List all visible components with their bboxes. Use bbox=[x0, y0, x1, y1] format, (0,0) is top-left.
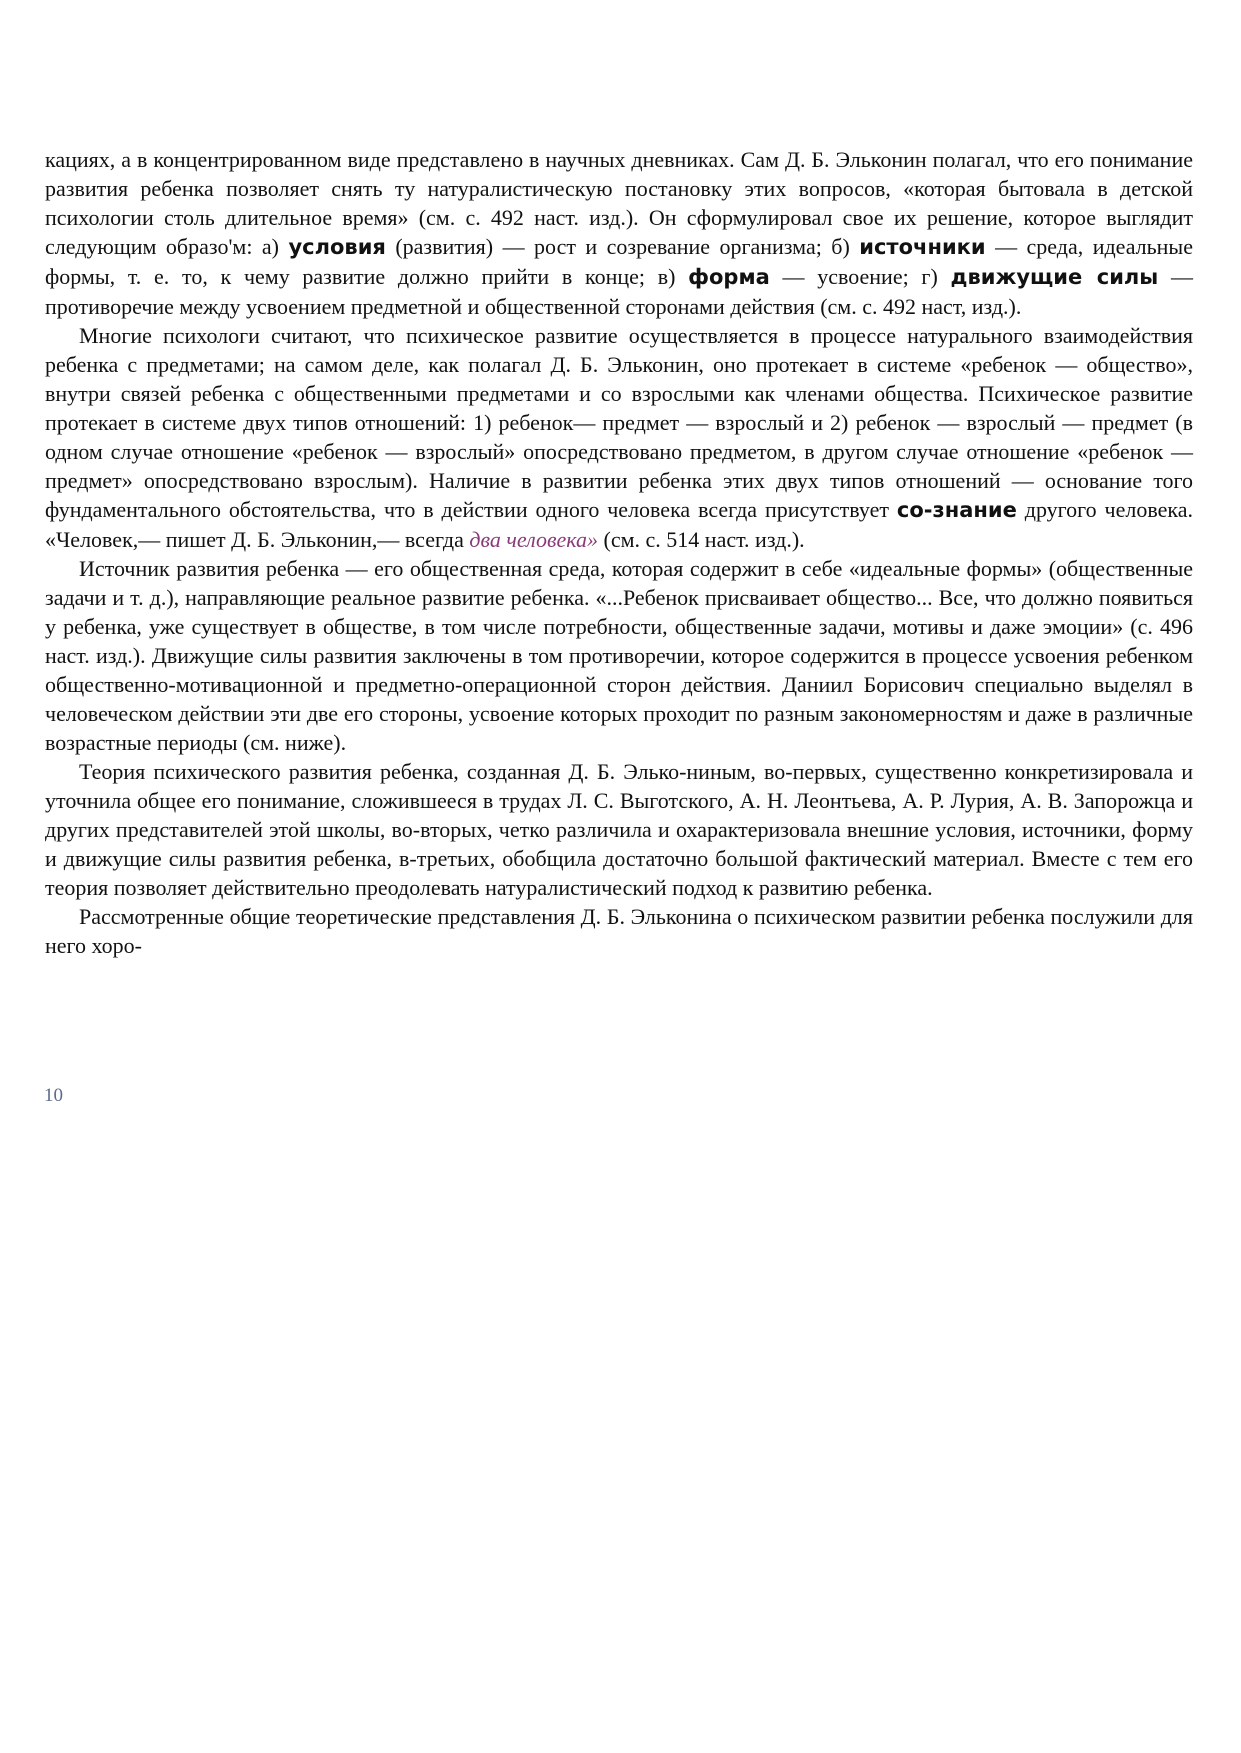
text-run: (развития) — рост и созревание организма; б) bbox=[385, 234, 860, 259]
body-text bbox=[45, 145, 1193, 960]
text-run: — среда, идеальные формы, т. е. то, к чему развитие должно прийти в конце; в) bbox=[45, 234, 1193, 289]
text-run: (см. с. 514 наст. изд.). bbox=[598, 527, 805, 552]
bold-term: источники bbox=[859, 235, 986, 259]
text-run: — усвоение; г) bbox=[769, 264, 951, 289]
paragraph-5 bbox=[45, 902, 1193, 960]
text-run: Теория психического развития ребенка, созданная Д. Б. Элько-ниным, во-первых, существенно конкретизировала и уточнила общее его понимание, сложившееся в трудах Л. С. Выготского, А. Н. Леонтьева, А. Р. Лурия, А. В. Запорожца и других представителей этой школы, во-вторых, четко различила и охарактеризовала внешние условия, источники, форму и движущие силы развития ребенка, в-третьих, обобщила достаточно большой фактический материал. Вместе с тем его теория позволяет действительно преодолевать натуралистический подход к развитию ребенка. bbox=[45, 759, 1193, 900]
italic-emphasis: два человека» bbox=[469, 527, 599, 552]
text-run: кациях, а в концентрированном виде представлено в научных дневниках. Сам Д. Б. Эльконин полагал, что его понимание развития ребенка позволяет снять ту натуралистическую постановку этих вопросов, «которая бытовала в детской психологии столь длительное время» (см. с. 492 наст. изд.). Он сформулировал свое их решение, которое выглядит следующим образо'м: а) bbox=[45, 147, 1193, 259]
text-run: — противоречие между усвоением предметной и общественной сторонами действия (см. с. 492 наст, изд.). bbox=[45, 264, 1194, 319]
page-number: 10 bbox=[44, 1085, 63, 1106]
paragraph-2 bbox=[45, 321, 1193, 554]
bold-term: движущие силы bbox=[950, 265, 1159, 289]
text-run: Рассмотренные общие теоретические представления Д. Б. Эльконина о психическом развитии ребенка послужили для него хоро- bbox=[45, 904, 1193, 958]
text-run: Многие психологи считают, что психическое развитие осуществляется в процессе натурального взаимодействия ребенка с предметами; на самом деле, как полагал Д. Б. Эльконин, оно протекает в системе «ребенок — общество», внутри связей ребенка с общественными предметами и со взрослыми как членами общества. Психическое развитие протекает в системе двух типов отношений: 1) ребенок— предмет — взрослый и 2) ребенок — взрослый — предмет (в одном случае отношение «ребенок — взрослый» опосредствовано предметом, в другом случае отношение «ребенок — предмет» опосредствовано взрослым). Наличие в развитии ребенка этих двух типов отношений — основание того фундаментального обстоятельства, что в действии одного человека всегда присутствует bbox=[45, 323, 1193, 522]
paragraph-1 bbox=[45, 145, 1193, 321]
text-run: другого человека. «Человек,— пишет Д. Б. Эльконин,— всегда bbox=[45, 497, 1193, 552]
bold-term: форма bbox=[688, 265, 770, 289]
paragraph-4 bbox=[45, 757, 1193, 902]
bold-term: условия bbox=[288, 235, 386, 259]
bold-term: со-знание bbox=[896, 498, 1017, 522]
text-run: Источник развития ребенка — его общественная среда, которая содержит в себе «идеальные формы» (общественные задачи и т. д.), направляющие реальное развитие ребенка. «...Ребенок присваивает общество... Все, что должно появиться у ребенка, уже существует в обществе, в том числе потребности, общественные задачи, мотивы и даже эмоции» (с. 496 наст. изд.). Движущие силы развития заключены в том противоречии, которое содержится в процессе усвоения ребенком общественно-мотивационной и предметно-операционной сторон действия. Даниил Борисович специально выделял в человеческом действии эти две его стороны, усвоение которых проходит по разным закономерностям и даже в различные возрастные периоды (см. ниже). bbox=[45, 556, 1193, 755]
paragraph-3 bbox=[45, 554, 1193, 757]
